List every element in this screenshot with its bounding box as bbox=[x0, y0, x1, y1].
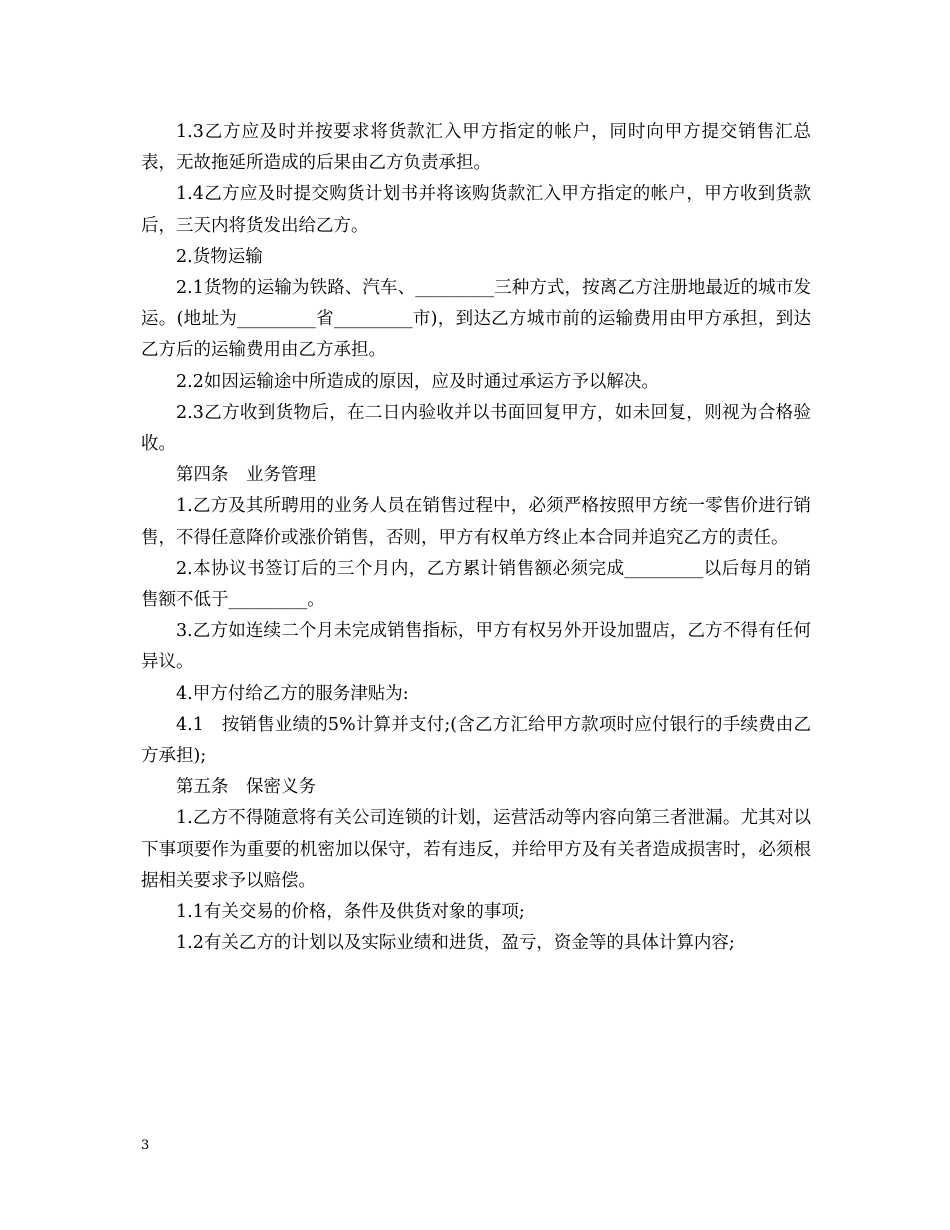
paragraph-1-3: 1.3乙方应及时并按要求将货款汇入甲方指定的帐户，同时向甲方提交销售汇总表，无故拖延所造成的后果由乙方负责承担。 bbox=[141, 122, 811, 174]
article-5-heading: 第五条 保密义务 bbox=[176, 777, 316, 798]
article-4-clause-1: 1.乙方及其所聘用的业务人员在销售过程中，必须严格按照甲方统一零售价进行销售，不得任意降价或涨价销售，否则，甲方有权单方终止本合同并追究乙方的责任。 bbox=[141, 496, 811, 548]
page-number: 3 bbox=[141, 1138, 150, 1153]
article-4-clause-4-1: 4.1 按销售业绩的5%计算并支付;(含乙方汇给甲方款项时应付银行的手续费由乙方承担); bbox=[141, 714, 811, 767]
paragraph-1-4: 1.4乙方应及时提交购货计划书并将该购货款汇入甲方指定的帐户，甲方收到货款后，三天内将货发出给乙方。 bbox=[141, 184, 811, 236]
body-text bbox=[141, 117, 811, 959]
article-4-clause-3: 3.乙方如连续二个月未完成销售指标，甲方有权另外开设加盟店，乙方不得有任何异议。 bbox=[141, 621, 811, 673]
article-5-clause-1: 1.乙方不得随意将有关公司连锁的计划，运营活动等内容向第三者泄漏。尤其对以下事项要作为重要的机密加以保守，若有违反，并给甲方及有关者造成损害时，必须根据相关要求予以赔偿。 bbox=[141, 808, 811, 891]
article-4-heading: 第四条 业务管理 bbox=[176, 465, 316, 486]
article-5-clause-1-2: 1.2有关乙方的计划以及实际业绩和进货，盈亏，资金等的具体计算内容; bbox=[176, 933, 735, 954]
article-5-clause-1-1: 1.1有关交易的价格，条件及供货对象的事项; bbox=[176, 902, 525, 923]
article-4-clause-4: 4.甲方付给乙方的服务津贴为: bbox=[176, 683, 409, 704]
paragraph-2-2: 2.2如因运输途中所造成的原因，应及时通过承运方予以解决。 bbox=[176, 371, 659, 392]
paragraph-2-3: 2.3乙方收到货物后，在二日内验收并以书面回复甲方，如未回复，则视为合格验收。 bbox=[141, 402, 811, 455]
heading-goods-transport: 2.货物运输 bbox=[176, 246, 263, 267]
article-4-clause-2: 2.本协议书签订后的三个月内，乙方累计销售额必须完成_________以后每月的销售额不低于_________。 bbox=[141, 558, 811, 611]
paragraph-2-1: 2.1货物的运输为铁路、汽车、_________三种方式，按离乙方注册地最近的城市发运。(地址为_________省_________市)，到达乙方城市前的运输费用由甲方承担，到达乙方后的运输费用由乙方承担。 bbox=[141, 278, 811, 361]
